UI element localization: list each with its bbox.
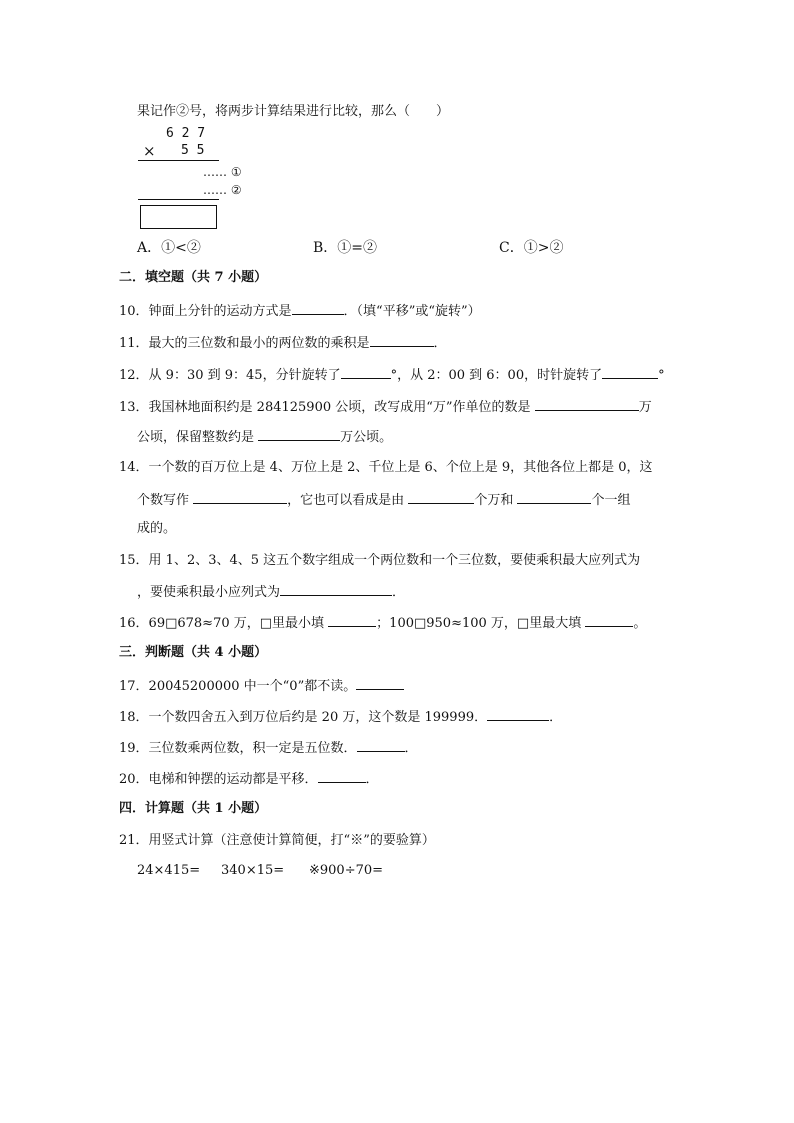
q19	[119, 739, 418, 757]
q16-text-a: 16．69□678≈70 万，□里最小填	[119, 616, 325, 631]
q11-text-b: ．	[433, 336, 447, 351]
q13-text-a: 13．我国林地面积约是 284125900 公顷，改写成用“万”作单位的数是	[119, 400, 531, 415]
q12-blank-2[interactable]	[602, 366, 658, 379]
q11	[119, 334, 447, 352]
q14-blank-3[interactable]	[517, 491, 591, 504]
q9-answer-box	[140, 205, 217, 229]
q21-expr-3: ※900÷70=	[309, 863, 384, 878]
q21-prompt: 21．用竖式计算（注意使计算简便，打“※”的要验算）	[119, 833, 435, 848]
q13-blank-2[interactable]	[258, 428, 340, 441]
q9-option-c[interactable]: C．①>②	[499, 240, 564, 256]
q11-blank[interactable]	[370, 334, 434, 347]
q9-option-b[interactable]: B．①=②	[313, 240, 378, 256]
q13-text-b: 万	[638, 400, 652, 415]
q12-text-a: 12．从 9：30 到 9：45，分针旋转了	[119, 368, 341, 383]
q14-text-b: 个数写作	[137, 493, 190, 508]
q16-blank-1[interactable]	[328, 614, 376, 627]
q15-blank[interactable]	[280, 583, 392, 596]
q13-line-1	[119, 398, 652, 416]
q17-text-a: 17．20045200000 中一个“0”都不读。	[119, 679, 357, 694]
q9-mult-top: 6 2 7	[166, 126, 206, 141]
q16-text-c: 。	[633, 616, 647, 631]
section-3-title: 三．判断题（共 4 小题）	[119, 645, 268, 660]
q14-text-e: 个一组	[591, 493, 631, 508]
q10-blank[interactable]	[292, 302, 344, 315]
q9-intro: 果记作②号，将两步计算结果进行比较，那么（ ）	[137, 104, 450, 119]
q12-text-c: °	[658, 368, 665, 383]
q20	[119, 770, 379, 788]
q12-blank-1[interactable]	[341, 366, 391, 379]
q14-blank-2[interactable]	[408, 491, 474, 504]
q19-blank[interactable]	[357, 739, 405, 752]
q16-blank-2[interactable]	[585, 614, 633, 627]
q19-text-a: 19．三位数乘两位数，积一定是五位数．	[119, 741, 357, 756]
q13-text-d: 万公顷。	[340, 430, 393, 445]
q12	[119, 366, 665, 384]
q18-blank[interactable]	[487, 708, 549, 721]
q11-text-a: 11．最大的三位数和最小的两位数的乘积是	[119, 336, 370, 351]
section-4-title: 四．计算题（共 1 小题）	[119, 801, 268, 816]
q20-blank[interactable]	[318, 770, 366, 783]
q21-expr-2: 340×15=	[221, 863, 285, 878]
q14-line-3: 成的。	[137, 521, 177, 536]
q9-mult-op: ×	[143, 142, 156, 160]
q10-text-a: 10．钟面上分针的运动方式是	[119, 304, 292, 319]
q12-text-b: °，从 2：00 到 6：00，时针旋转了	[390, 368, 603, 383]
q14-line-2	[137, 491, 630, 509]
q13-text-c: 公顷，保留整数约是	[137, 430, 255, 445]
q20-text-b: ．	[365, 772, 379, 787]
q10	[119, 302, 481, 320]
q13-line-2	[137, 428, 392, 446]
q14-blank-1[interactable]	[193, 491, 287, 504]
q9-rule-1	[138, 160, 219, 161]
q9-step2: …… ②	[203, 183, 242, 197]
q9-rule-2	[138, 199, 219, 200]
q18-text-a: 18．一个数四舍五入到万位后约是 20 万，这个数是 199999．	[119, 710, 488, 725]
q13-blank-1[interactable]	[535, 398, 639, 411]
q18	[119, 708, 562, 726]
q21-expr-1: 24×415=	[137, 863, 201, 878]
q18-text-b: ．	[549, 710, 563, 725]
q19-text-b: ．	[404, 741, 418, 756]
q9-step1: …… ①	[203, 165, 242, 179]
q14-line-1: 14．一个数的百万位上是 4、万位上是 2、千位上是 6、个位上是 9，其他各位上都是 0，这	[119, 460, 653, 475]
q20-text-a: 20．电梯和钟摆的运动都是平移．	[119, 772, 318, 787]
q14-text-d: 个万和	[474, 493, 514, 508]
q15-text-c: ．	[392, 585, 406, 600]
q16	[119, 614, 646, 632]
q9-option-a[interactable]: A．①<②	[137, 240, 201, 256]
q15-text-b: ，要使乘积最小应列式为	[137, 585, 281, 600]
q17	[119, 677, 404, 695]
section-2-title: 二．填空题（共 7 小题）	[119, 270, 268, 285]
q9-mult-bottom: 5 5	[181, 143, 205, 158]
q14-text-c: ，它也可以看成是由	[287, 493, 405, 508]
q15-line-2	[137, 583, 405, 601]
q17-blank[interactable]	[356, 677, 404, 690]
q16-text-b: ；100□950≈100 万，□里最大填	[376, 616, 582, 631]
q15-line-1: 15．用 1、2、3、4、5 这五个数字组成一个两位数和一个三位数，要使乘积最大应列式为	[119, 553, 641, 568]
q10-text-b: ．（填“平移”或“旋转”）	[343, 304, 481, 319]
